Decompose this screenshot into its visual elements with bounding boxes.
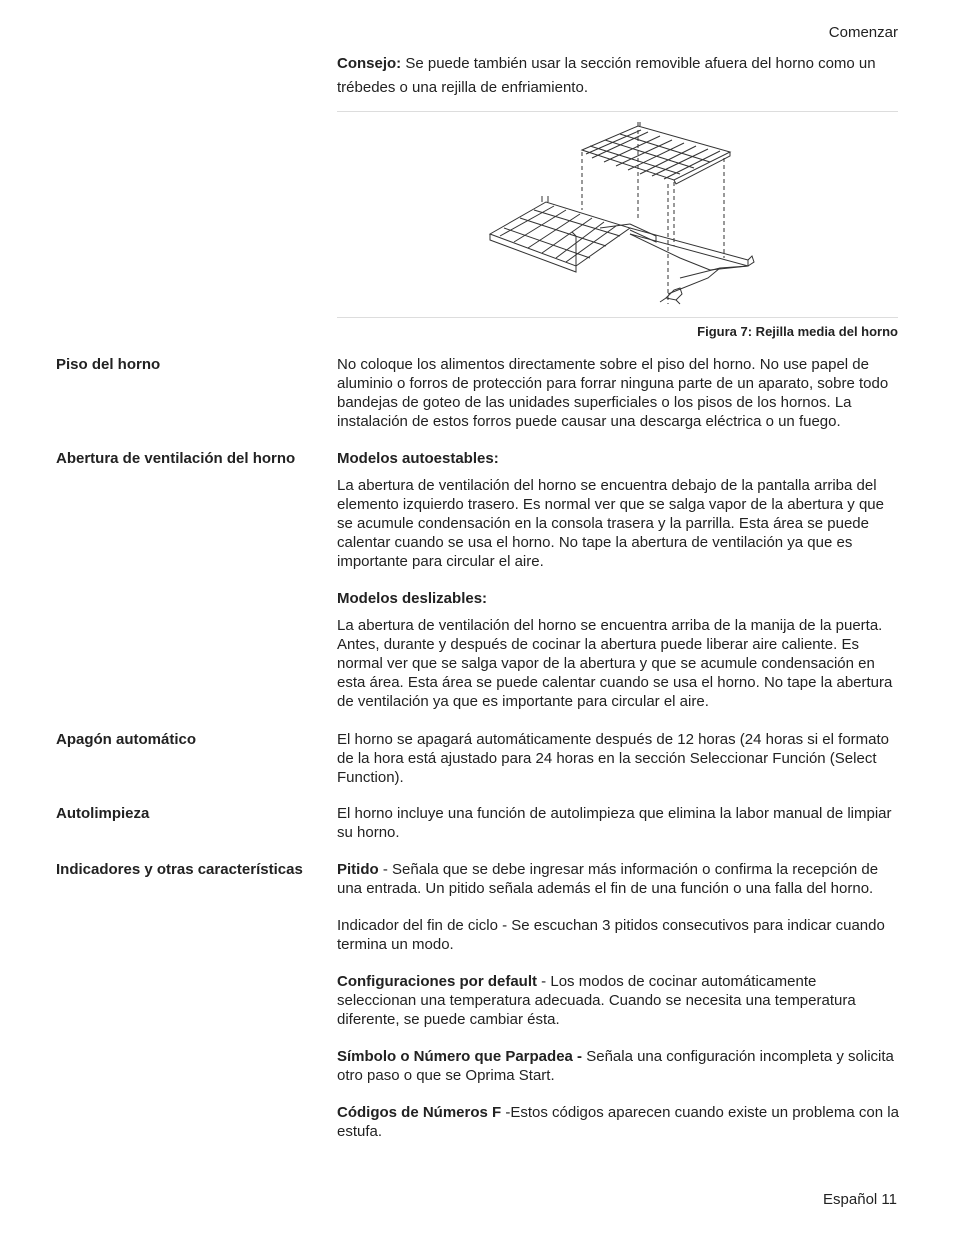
text-autolimpieza: El horno incluye una función de autolimpieza que elimina la labor manual de limpiar su horno. — [337, 805, 892, 841]
heading-indicadores: Indicadores y otras características — [56, 861, 303, 878]
oven-rack-illustration — [480, 118, 770, 314]
subheading-modelos-autoestables: Modelos autoestables: — [337, 450, 499, 467]
tip-paragraph — [337, 52, 899, 100]
heading-autolimpieza: Autolimpieza — [56, 805, 150, 822]
heading-apagon-automatico: Apagón automático — [56, 731, 197, 748]
tip-text: Se puede también usar la sección removible afuera del horno como un trébedes o una rejilla de enfriamiento. — [337, 55, 876, 96]
heading-abertura-ventilacion: Abertura de ventilación del horno — [56, 450, 296, 467]
figure-top-rule — [337, 111, 898, 112]
text-pitido: Pitido - Señala que se debe ingresar más información o confirma la recepción de una entrada. Un pitido señala además el fin de una función o una falla del horno. — [337, 861, 879, 897]
text-apagon-automatico: El horno se apagará automáticamente después de 12 horas (24 horas si el formato de la hora está ajustado para 24 horas en la sección Seleccionar Función (Select Function). — [337, 731, 889, 786]
tip-label: Consejo: — [337, 55, 402, 72]
heading-piso-del-horno: Piso del horno — [56, 356, 161, 373]
label-simbolo-parpadea: Símbolo o Número que Parpadea - — [337, 1048, 587, 1065]
text-modelos-deslizables: La abertura de ventilación del horno se encuentra arriba de la manija de la puerta. Antes, durante y después de cocinar la abertura puede liberar aire caliente. Es normal ver que se salga vapor de la abertura y que se acumule condensación en esta área. Esta área se puede calentar cuando se usa el horno. No tape la abertura de ventilación ya que es importante para circular el aire. — [337, 617, 893, 710]
page-footer: Español 11 — [823, 1191, 897, 1208]
text-codigos-f: Códigos de Números F -Estos códigos aparecen cuando existe un problema con la estufa. — [337, 1104, 899, 1140]
label-codigos-f: Códigos de Números F — [337, 1104, 502, 1121]
text-fin-de-ciclo: Indicador del fin de ciclo - Se escuchan 3 pitidos consecutivos para indicar cuando termina un modo. — [337, 917, 885, 953]
figure-caption: Figura 7: Rejilla media del horno — [697, 324, 898, 339]
running-header: Comenzar — [828, 24, 898, 41]
text-configuraciones: Configuraciones por default - Los modos de cocinar automáticamente seleccionan una temperatura adecuada. Cuando se necesita una temperatura diferente, se puede cambiar ésta. — [337, 973, 856, 1028]
text-simbolo-parpadea: Símbolo o Número que Parpadea - Señala una configuración incompleta y solicita otro paso o que se Oprima Start. — [337, 1048, 894, 1084]
label-configuraciones: Configuraciones por default — [337, 973, 538, 990]
subheading-modelos-deslizables: Modelos deslizables: — [337, 590, 488, 607]
text-piso-del-horno: No coloque los alimentos directamente sobre el piso del horno. No use papel de aluminio o forros de protección para forrar ninguna parte de un aparato, sobre todo bandejas de goteo de las unidades superficiales o los pisos de los hornos. La instalación de estos forros puede causar una descarga eléctrica o un fuego. — [337, 356, 889, 430]
figure-bottom-rule — [337, 317, 898, 318]
text-modelos-autoestables: La abertura de ventilación del horno se encuentra debajo de la pantalla arriba del elemento izquierdo trasero. Es normal ver que se salga vapor de la abertura y que se acumule condensación en la consola trasera y la parrilla. Esta área se puede calentar cuando se usa el horno. No tape la abertura de ventilación ya que es importante para circular el aire. — [337, 477, 884, 570]
label-pitido: Pitido — [337, 861, 379, 878]
